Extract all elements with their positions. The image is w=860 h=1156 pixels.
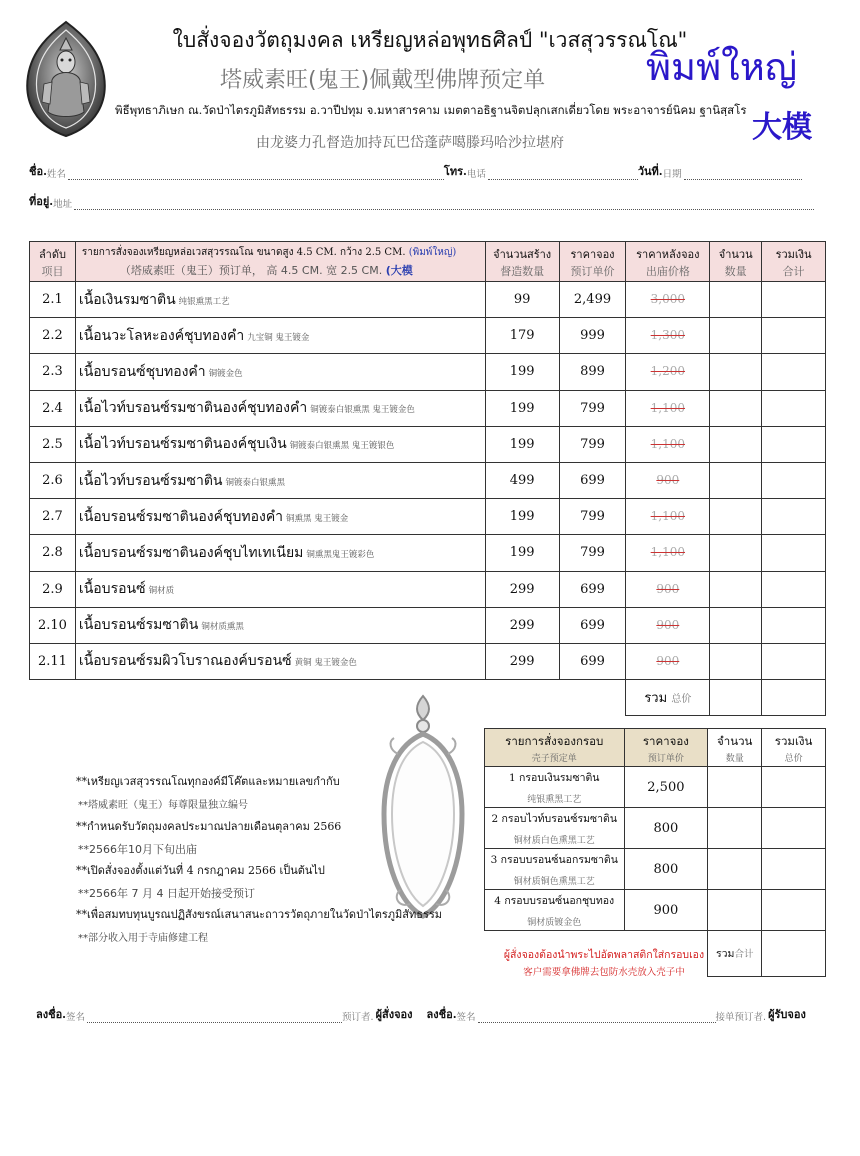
case-row-count-cell[interactable] [708, 890, 762, 931]
header-no [30, 242, 76, 282]
header-orig-th: ราคาหลังจอง [636, 248, 700, 261]
total-spacer [30, 680, 626, 716]
address-field[interactable] [74, 200, 814, 210]
amulet-logo [22, 20, 110, 138]
note-3-th: **เปิดสั่งจองตั้งแต่วันที่ 4 กรกฎาคม 2566 เป็นต้นไป [76, 864, 325, 877]
header-name-th-text: รายการสั่งจองเหรียญหล่อเวสสุวรรณโณ ขนาดสูง 4.5 CM. กว้าง 2.5 CM. [81, 247, 406, 258]
row-orig-price [626, 462, 710, 498]
order-table [29, 241, 826, 716]
receiver-signature-field[interactable] [478, 1013, 716, 1023]
row-orig-price-value: 1,300 [650, 328, 686, 343]
row-item-name [75, 318, 485, 354]
case-row-name-cn: 铜材质铜色熏黑工艺 [513, 877, 595, 887]
case-row-price: 2,500 [624, 767, 708, 808]
row-item-name-cn: 铜镀泰白银熏黑 鬼王镀银色 [289, 441, 395, 452]
case-header-name-th: รายการสั่งจองกรอบ [505, 734, 604, 748]
table-row [30, 318, 826, 354]
order-total-sum-cell[interactable] [762, 680, 826, 716]
row-item-name [75, 390, 485, 426]
row-item-name [75, 282, 485, 318]
row-price: 699 [559, 643, 626, 679]
header-name-cn-text: （塔威素旺（鬼王）预订单， 高 4.5 CM. 宽 2.5 CM. [119, 264, 383, 277]
row-item-name-cn: 铜材质熏黑 [201, 622, 244, 633]
case-row-name-cn: 铜材质镀金色 [527, 918, 582, 928]
table-row [30, 462, 826, 498]
row-item-name [75, 571, 485, 607]
row-no: 2.5 [30, 426, 76, 462]
row-qty: 199 [485, 535, 559, 571]
case-total-cn: 合计 [734, 949, 754, 960]
order-total-cn: 总价 [671, 694, 692, 706]
note-1-cn: **塔威素旺（鬼王）每尊限量独立编号 [78, 800, 248, 811]
header-total-th: รวมเงิน [775, 248, 812, 261]
row-price: 699 [559, 462, 626, 498]
row-price: 699 [559, 607, 626, 643]
table-row [30, 390, 826, 426]
note-3-cn: **2566年 7 月 4 日起开始接受预订 [78, 887, 255, 900]
row-orig-price-value: 3,000 [650, 292, 686, 307]
header-name-th-size: (พิมพ์ใหญ่) [408, 247, 457, 258]
row-total-cell[interactable] [762, 643, 826, 679]
case-row-price: 900 [624, 890, 708, 931]
row-total-cell[interactable] [762, 426, 826, 462]
row-item-name-cn: 九宝铜 鬼王镀金 [247, 332, 310, 343]
row-item-name [75, 535, 485, 571]
row-no: 2.1 [30, 282, 76, 318]
case-row-count-cell[interactable] [708, 808, 762, 849]
header-total [762, 242, 826, 282]
row-item-name-th: เนื้อบรอนซ์รมผิวโบราณองค์บรอนซ์ [78, 653, 292, 670]
notes-block [76, 772, 442, 944]
row-orig-price [626, 535, 710, 571]
row-total-cell[interactable] [762, 282, 826, 318]
row-item-name [75, 499, 485, 535]
row-orig-price-value: 1,100 [650, 509, 686, 524]
case-row-name [485, 808, 625, 849]
case-header-price-cn: 预订单价 [647, 754, 684, 764]
row-item-name-th: เนื้อบรอนซ์ [78, 581, 146, 598]
order-total-count-cell[interactable] [710, 680, 762, 716]
row-item-name [75, 426, 485, 462]
row-orig-price [626, 282, 710, 318]
case-note-chinese: 客户需要拿佛牌去包防水壳放入壳子中 [523, 967, 685, 978]
size-label-chinese: 大模 [752, 110, 812, 145]
table-row [30, 499, 826, 535]
note-4-cn: **部分收入用于寺庙修建工程 [78, 933, 208, 944]
row-orig-price [626, 354, 710, 390]
row-qty: 99 [485, 282, 559, 318]
header-orig-cn: 出庙价格 [645, 265, 690, 278]
case-row-name-cn: 纯银熏黑工艺 [527, 795, 582, 805]
row-no: 2.2 [30, 318, 76, 354]
row-no: 2.4 [30, 390, 76, 426]
header-no-th: ลำดับ [38, 248, 66, 261]
row-item-name-th: เนื้อบรอนซ์ชุบทองคำ [78, 363, 206, 380]
title-thai: ใบสั่งจองวัตถุมงคล เหรียญหล่อพุทธศิลป์ "เวสสุวรรณโณ" [172, 28, 688, 52]
row-price: 799 [559, 390, 626, 426]
row-count-cell[interactable] [710, 607, 762, 643]
size-label-thai: พิมพ์ใหญ่ [646, 45, 798, 89]
header-price-cn: 预订单价 [570, 265, 615, 278]
ceremony-text-thai: พิธีพุทธาภิเษก ณ.วัดป่าไตรภูมิสัทธรรม อ.วาปีปทุม จ.มหาสารคาม เมตตาอธิฐานจิตปลุกเสกเดี่ยวโดย พระอาจารย์นิคม ฐานิสฺสโร [115, 103, 747, 117]
table-row [30, 426, 826, 462]
case-row-total-cell[interactable] [762, 890, 826, 931]
phone-sublabel: 电话 [466, 169, 486, 180]
row-count-cell[interactable] [710, 535, 762, 571]
row-orig-price [626, 607, 710, 643]
note-1-th: **เหรียญเวสสุวรรณโณทุกองค์มีโค๊ตและหมายเลขกำกับ [76, 775, 340, 788]
row-qty: 499 [485, 462, 559, 498]
row-qty: 199 [485, 426, 559, 462]
row-count-cell[interactable] [710, 318, 762, 354]
case-table-header [485, 729, 826, 767]
row-price: 699 [559, 571, 626, 607]
row-orig-price [626, 390, 710, 426]
row-no: 2.10 [30, 607, 76, 643]
header-total-cn: 合计 [782, 265, 805, 278]
header-qty [485, 242, 559, 282]
row-count-cell[interactable] [710, 643, 762, 679]
date-field[interactable] [684, 170, 802, 180]
row-qty: 299 [485, 607, 559, 643]
row-orig-price-value: 1,100 [650, 436, 686, 451]
case-header-price [624, 729, 708, 767]
address-label: ที่อยู่. [29, 195, 54, 208]
header-no-cn: 项目 [41, 265, 64, 278]
row-orig-price-value: 900 [656, 617, 680, 632]
case-row-name [485, 890, 625, 931]
case-total-th: รวม [715, 948, 735, 960]
row-item-name-cn: 铜镀泰白银熏黑 鬼王镀金色 [310, 405, 415, 416]
note-2-th: **กำหนดรับวัตถุมงคลประมาณปลายเดือนตุลาคม 2566 [76, 820, 342, 833]
table-row [30, 571, 826, 607]
row-orig-price [626, 571, 710, 607]
row-orig-price [626, 318, 710, 354]
header-qty-cn: 督造数量 [500, 265, 545, 278]
row-no: 2.6 [30, 462, 76, 498]
case-row-price: 800 [624, 808, 708, 849]
header-count-th: จำนวน [718, 248, 753, 261]
row-item-name [75, 462, 485, 498]
row-no: 2.9 [30, 571, 76, 607]
table-row [30, 535, 826, 571]
row-orig-price-value: 1,200 [650, 364, 686, 379]
table-row [30, 643, 826, 679]
receiver-sign-sublabel: 签名 [456, 1012, 476, 1023]
case-row-name-th: 4 กรอบบรอนซ์นอกชุบทอง [494, 895, 615, 907]
case-row-price: 800 [624, 849, 708, 890]
header-count [710, 242, 762, 282]
header-name-th [76, 242, 485, 260]
orderer-sublabel: 预订者. [342, 1012, 374, 1023]
row-item-name-cn: 铜镀泰白银熏黑 [225, 477, 285, 488]
row-item-name-cn: 铜熏黑鬼王镀彩色 [306, 549, 375, 560]
row-price: 999 [559, 318, 626, 354]
row-no: 2.8 [30, 535, 76, 571]
row-count-cell[interactable] [710, 354, 762, 390]
orderer-sign-label: ลงชื่อ. [36, 1008, 67, 1021]
case-row-name [485, 849, 625, 890]
case-row [485, 808, 826, 849]
row-item-name-th: เนื้อไวท์บรอนซ์รมซาติน [78, 472, 223, 489]
case-row-count-cell[interactable] [708, 767, 762, 808]
case-row-name-th: 3 กรอบบรอนซ์นอกรมซาติน [490, 854, 618, 866]
row-total-cell[interactable] [762, 535, 826, 571]
name-label: ชื่อ. [29, 165, 47, 178]
case-row-total-cell[interactable] [762, 849, 826, 890]
row-no: 2.3 [30, 354, 76, 390]
row-orig-price-value: 900 [656, 653, 680, 668]
header-name-cn [76, 260, 485, 281]
row-total-cell[interactable] [762, 354, 826, 390]
case-header-name-cn: 壳子预定单 [531, 754, 577, 764]
case-header-price-th: ราคาจอง [642, 734, 689, 748]
row-item-name-th: เนื้อนวะโลหะองค์ชุบทองคำ [78, 327, 245, 344]
row-orig-price-value: 1,100 [650, 545, 686, 560]
signature-row [36, 1005, 826, 1023]
case-row [485, 767, 826, 808]
orderer-sign-sublabel: 签名 [66, 1012, 86, 1023]
row-qty: 179 [485, 318, 559, 354]
receiver-label: ผู้รับจอง [768, 1008, 806, 1021]
row-orig-price-value: 900 [656, 581, 680, 596]
header-name-cn-size: (大模 [385, 264, 413, 277]
row-item-name-cn: 铜材质 [148, 586, 175, 597]
case-row-total-cell[interactable] [762, 808, 826, 849]
row-item-name [75, 354, 485, 390]
header-name [75, 242, 485, 282]
case-total-sum-cell[interactable] [762, 931, 826, 977]
case-row-name [485, 767, 625, 808]
row-qty: 299 [485, 643, 559, 679]
note-4-th: **เพื่อสมทบทุนบูรณปฏิสังขรณ์เสนาสนะถาวรวัตถุภายในวัดป่าไตรภูมิสัทธรรม [76, 908, 443, 921]
row-item-name-cn: 铜镀金色 [208, 368, 243, 379]
phone-field[interactable] [488, 170, 638, 180]
row-no: 2.11 [30, 643, 76, 679]
row-count-cell[interactable] [710, 571, 762, 607]
row-total-cell[interactable] [762, 390, 826, 426]
row-item-name-th: เนื้อบรอนซ์รมซาตินองค์ชุบทองคำ [78, 508, 284, 525]
row-price: 899 [559, 354, 626, 390]
table-row [30, 354, 826, 390]
row-total-cell[interactable] [762, 499, 826, 535]
order-total-label [626, 680, 710, 716]
row-item-name-th: เนื้อบรอนซ์รมซาติน [78, 617, 199, 634]
row-count-cell[interactable] [710, 462, 762, 498]
row-count-cell[interactable] [710, 390, 762, 426]
row-total-cell[interactable] [762, 462, 826, 498]
row-total-cell[interactable] [762, 318, 826, 354]
row-item-name-th: เนื้อไวท์บรอนซ์รมซาตินองค์ชุบเงิน [78, 436, 287, 453]
case-row [485, 890, 826, 931]
case-order-table [484, 728, 826, 977]
header-price [559, 242, 626, 282]
name-sublabel: 姓名 [46, 169, 66, 180]
row-price: 799 [559, 426, 626, 462]
order-total-th: รวม [644, 691, 668, 707]
receiver-sign-label: ลงชื่อ. [426, 1008, 457, 1021]
row-item-name [75, 607, 485, 643]
row-orig-price [626, 643, 710, 679]
row-item-name-th: เนื้อไวท์บรอนซ์รมซาตินองค์ชุบทองคำ [78, 400, 308, 417]
header-price-th: ราคาจอง [570, 248, 615, 261]
row-count-cell[interactable] [710, 426, 762, 462]
table-row [30, 282, 826, 318]
address-form-row [29, 192, 826, 210]
case-row [485, 849, 826, 890]
row-qty: 199 [485, 390, 559, 426]
row-item-name-cn: 纯银熏黑工艺 [178, 296, 230, 307]
header-qty-th: จำนวนสร้าง [493, 248, 552, 261]
order-table-header [30, 242, 826, 282]
row-orig-price-value: 900 [656, 473, 680, 488]
date-label: วันที่. [637, 165, 663, 178]
header-orig-price [626, 242, 710, 282]
name-field[interactable] [68, 170, 444, 180]
case-header-total-th: รวมเงิน [774, 734, 813, 748]
case-row-total-cell[interactable] [762, 767, 826, 808]
row-price: 2,499 [559, 282, 626, 318]
row-orig-price-value: 1,100 [650, 400, 686, 415]
row-price: 799 [559, 535, 626, 571]
table-row [30, 607, 826, 643]
case-header-count-cn: 数量 [725, 754, 744, 764]
case-note-thai: ผู้สั่งจองต้องนำพระไปอัดพลาสติกใส่กรอบเอง [503, 949, 705, 961]
case-header-name [485, 729, 625, 767]
address-sublabel: 地址 [53, 199, 73, 210]
row-qty: 299 [485, 571, 559, 607]
row-item-name-cn: 铜熏黑 鬼王镀金 [286, 513, 349, 524]
case-header-count-th: จำนวน [717, 734, 753, 748]
case-row-name-th: 2 กรอบไวท์บรอนซ์รมซาติน [491, 813, 618, 825]
header-count-cn: 数量 [724, 265, 747, 278]
row-item-name-th: เนื้อบรอนซ์รมซาตินองค์ชุบไทเทเนียม [78, 544, 304, 561]
row-total-cell[interactable] [762, 607, 826, 643]
title-chinese: 塔威素旺(鬼王)佩戴型佛牌预定单 [220, 68, 546, 93]
date-sublabel: 日期 [662, 169, 682, 180]
case-header-count [708, 729, 762, 767]
ceremony-text-chinese: 由龙婆力孔督造加持瓦巴岱蓬萨噶滕玛哈沙拉堪府 [256, 135, 564, 151]
phone-label: โทร. [443, 165, 467, 178]
orderer-label: ผู้สั่งจอง [375, 1008, 413, 1021]
contact-form-row [29, 162, 826, 180]
row-total-cell[interactable] [762, 571, 826, 607]
row-item-name [75, 643, 485, 679]
case-row-count-cell[interactable] [708, 849, 762, 890]
row-orig-price [626, 426, 710, 462]
row-item-name-cn: 黄铜 鬼王镀金色 [294, 658, 357, 669]
row-no: 2.7 [30, 499, 76, 535]
row-count-cell[interactable] [710, 282, 762, 318]
row-qty: 199 [485, 499, 559, 535]
receiver-sublabel: 接单预订者. [715, 1012, 767, 1023]
case-header-total-cn: 总价 [784, 754, 803, 764]
orderer-signature-field[interactable] [87, 1013, 342, 1023]
note-2-cn: **2566年10月下旬出庙 [78, 843, 197, 856]
case-row-name-cn: 铜材质白色熏黑工艺 [513, 836, 595, 846]
row-orig-price [626, 499, 710, 535]
case-header-total [762, 729, 826, 767]
row-price: 799 [559, 499, 626, 535]
case-row-name-th: 1 กรอบเงินรมซาติน [509, 772, 600, 784]
row-qty: 199 [485, 354, 559, 390]
row-item-name-th: เนื้อเงินรมซาติน [78, 291, 176, 308]
row-count-cell[interactable] [710, 499, 762, 535]
